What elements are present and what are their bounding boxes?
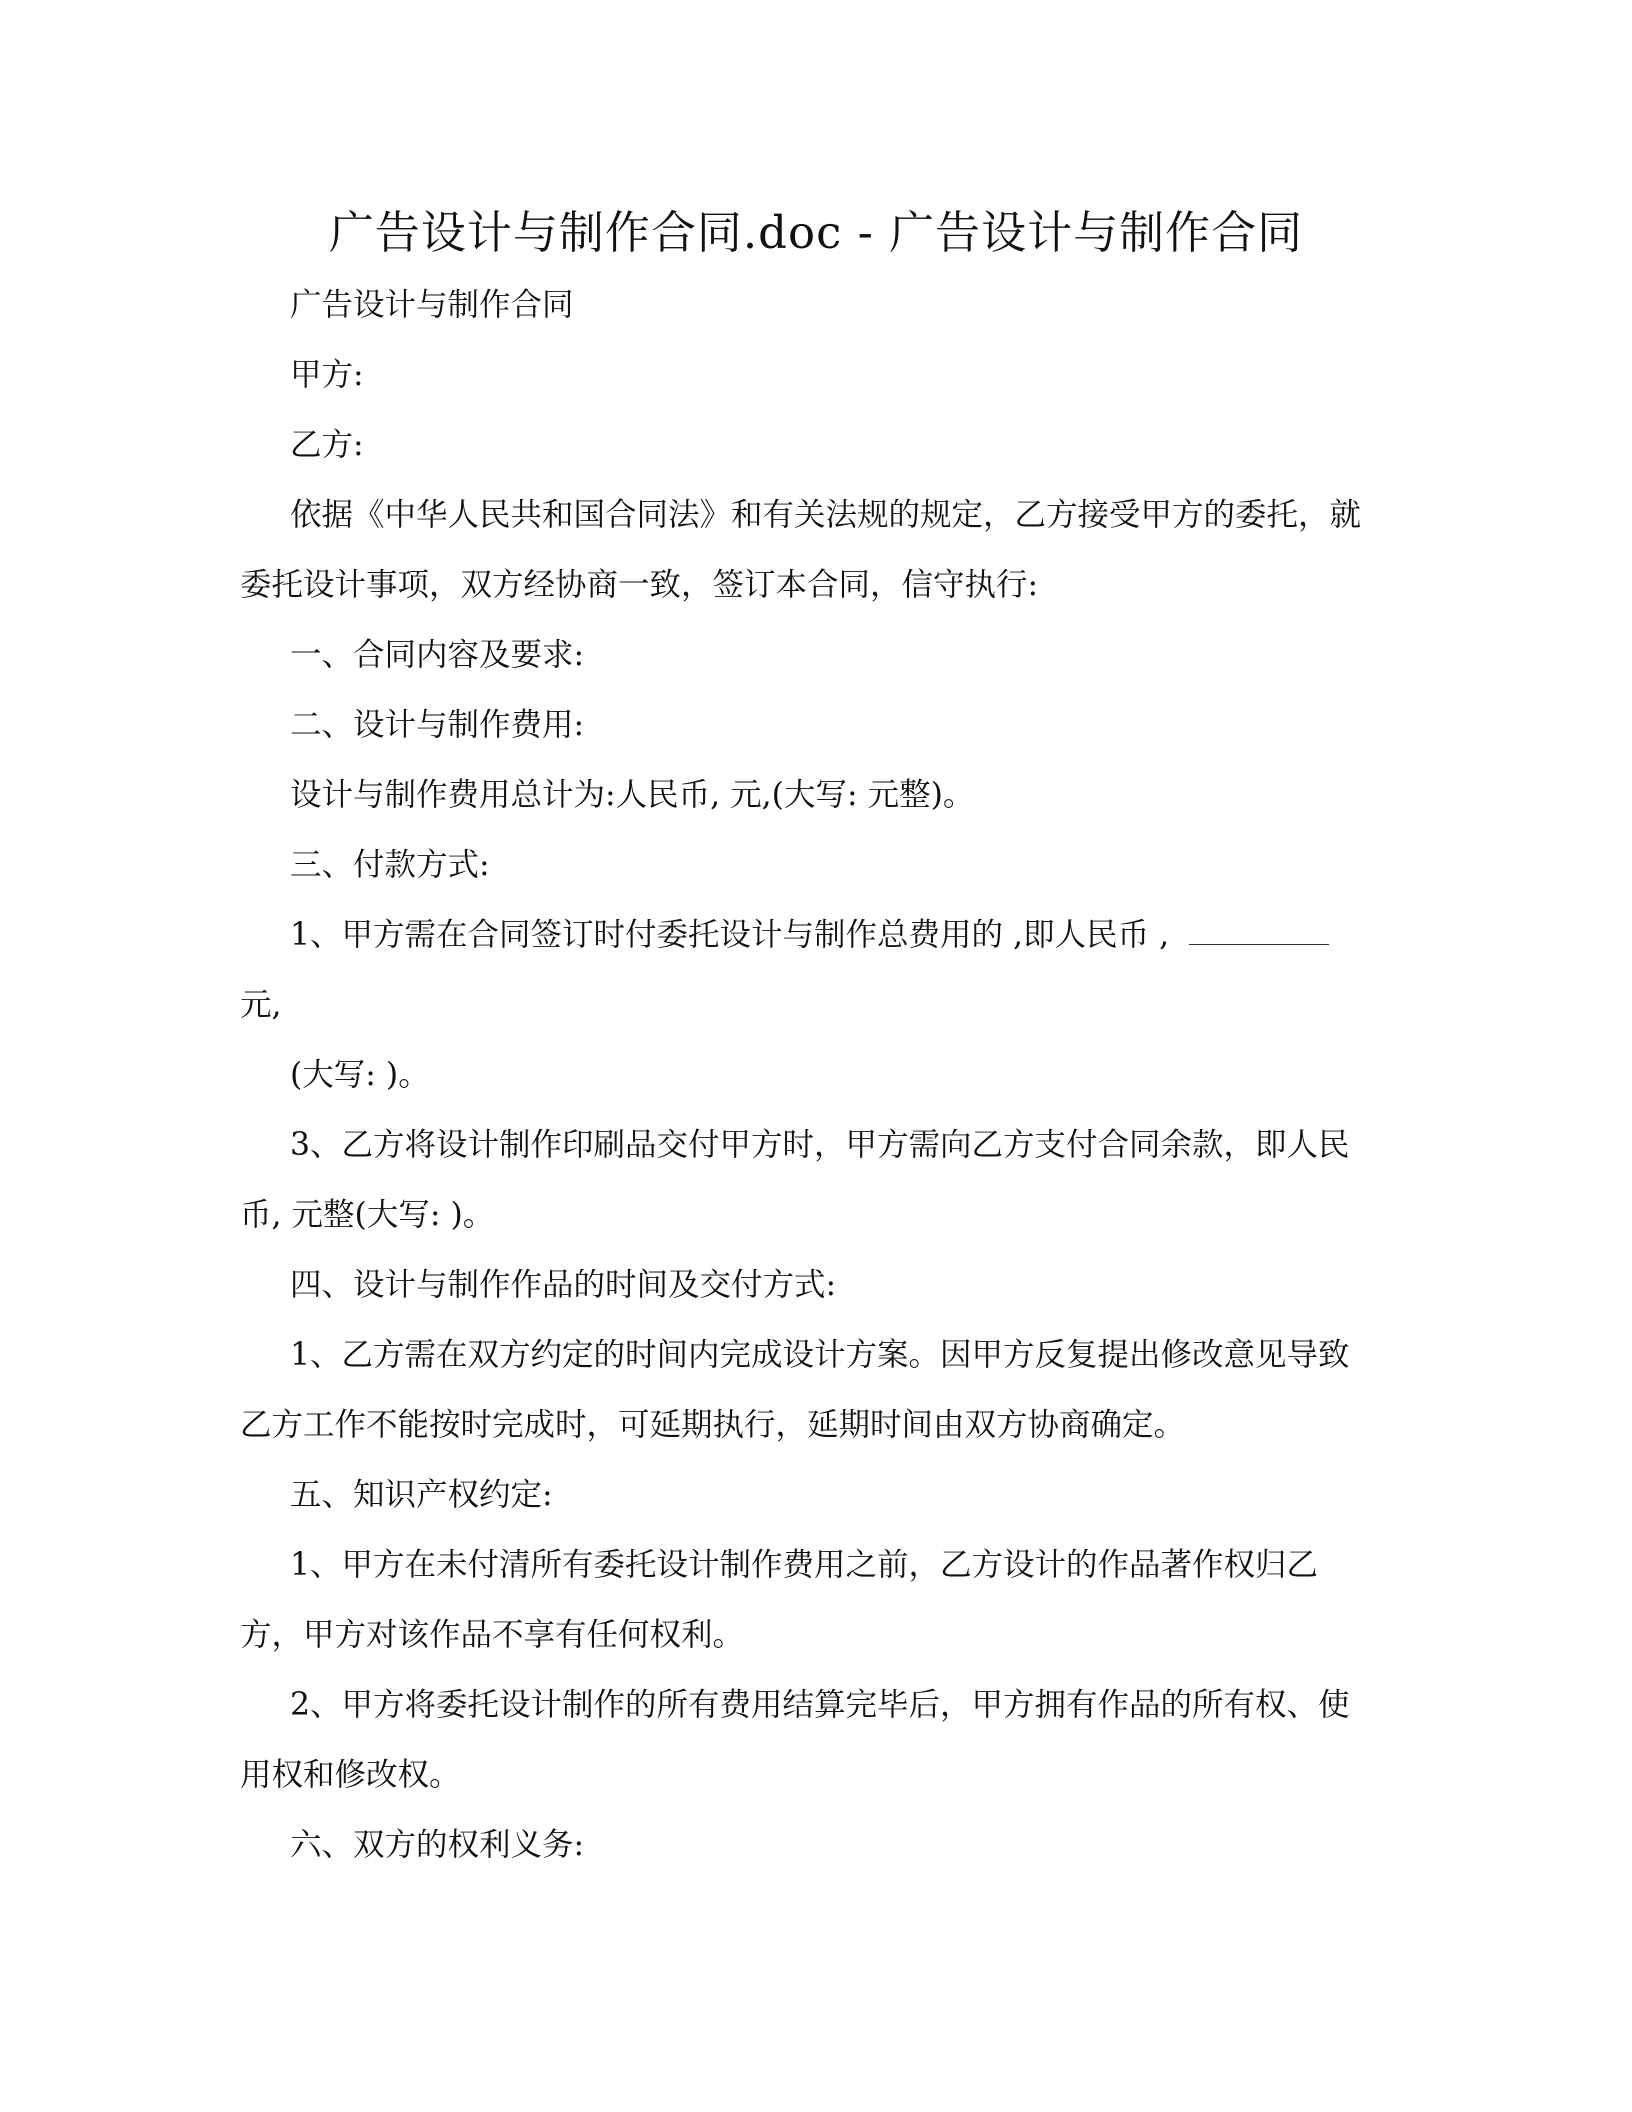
paragraph-ip-2-line1: 2、甲方将委托设计制作的所有费用结算完毕后，甲方拥有作品的所有权、使 [290,1687,1350,1723]
paragraph-party-b: 乙方: [290,427,364,463]
paragraph-payment-3-line1: 3、乙方将设计制作印刷品交付甲方时，甲方需向乙方支付合同余款，即人民 [290,1127,1350,1163]
paragraph-delivery-1-line2: 乙方工作不能按时完成时，可延期执行，延期时间由双方协商确定。 [240,1407,1186,1443]
paragraph-ip-2-line2: 用权和修改权。 [240,1757,461,1793]
paragraph-fee-total: 设计与制作费用总计为:人民币, 元,(大写: 元整)。 [290,777,975,813]
section-heading-fees: 二、设计与制作费用: [290,707,585,743]
paragraph-ip-1-line2: 方，甲方对该作品不享有任何权利。 [240,1617,745,1653]
paragraph-payment-1-line2: 元, [240,987,282,1023]
paragraph-payment-3-line2: 币, 元整(大写: )。 [240,1197,495,1233]
section-heading-rights: 六、双方的权利义务: [290,1827,585,1863]
paragraph-party-a: 甲方: [290,357,364,393]
section-heading-delivery: 四、设计与制作作品的时间及交付方式: [290,1267,837,1303]
section-heading-ip: 五、知识产权约定: [290,1477,553,1513]
blank-underline [1189,918,1329,945]
paragraph-contract-heading: 广告设计与制作合同 [290,287,574,323]
paragraph-ip-1-line1: 1、甲方在未付清所有委托设计制作费用之前，乙方设计的作品著作权归乙 [290,1547,1319,1583]
paragraph-delivery-1-line1: 1、乙方需在双方约定的时间内完成设计方案。因甲方反复提出修改意见导致 [290,1337,1350,1373]
section-heading-payment: 三、付款方式: [290,847,490,883]
paragraph-payment-1-capital: (大写: )。 [290,1057,430,1093]
paragraph-preamble-line1: 依据《中华人民共和国合同法》和有关法规的规定，乙方接受甲方的委托，就 [290,497,1362,533]
paragraph-preamble-line2: 委托设计事项，双方经协商一致，签订本合同，信守执行: [240,567,1039,603]
document-title: 广告设计与制作合同.doc - 广告设计与制作合同 [328,206,1304,259]
paragraph-payment-1-line1 [240,900,1422,970]
section-heading-content: 一、合同内容及要求: [290,637,585,673]
payment-1-text: 1、甲方需在合同签订时付委托设计与制作总费用的 ,即人民币 , [290,917,1170,953]
